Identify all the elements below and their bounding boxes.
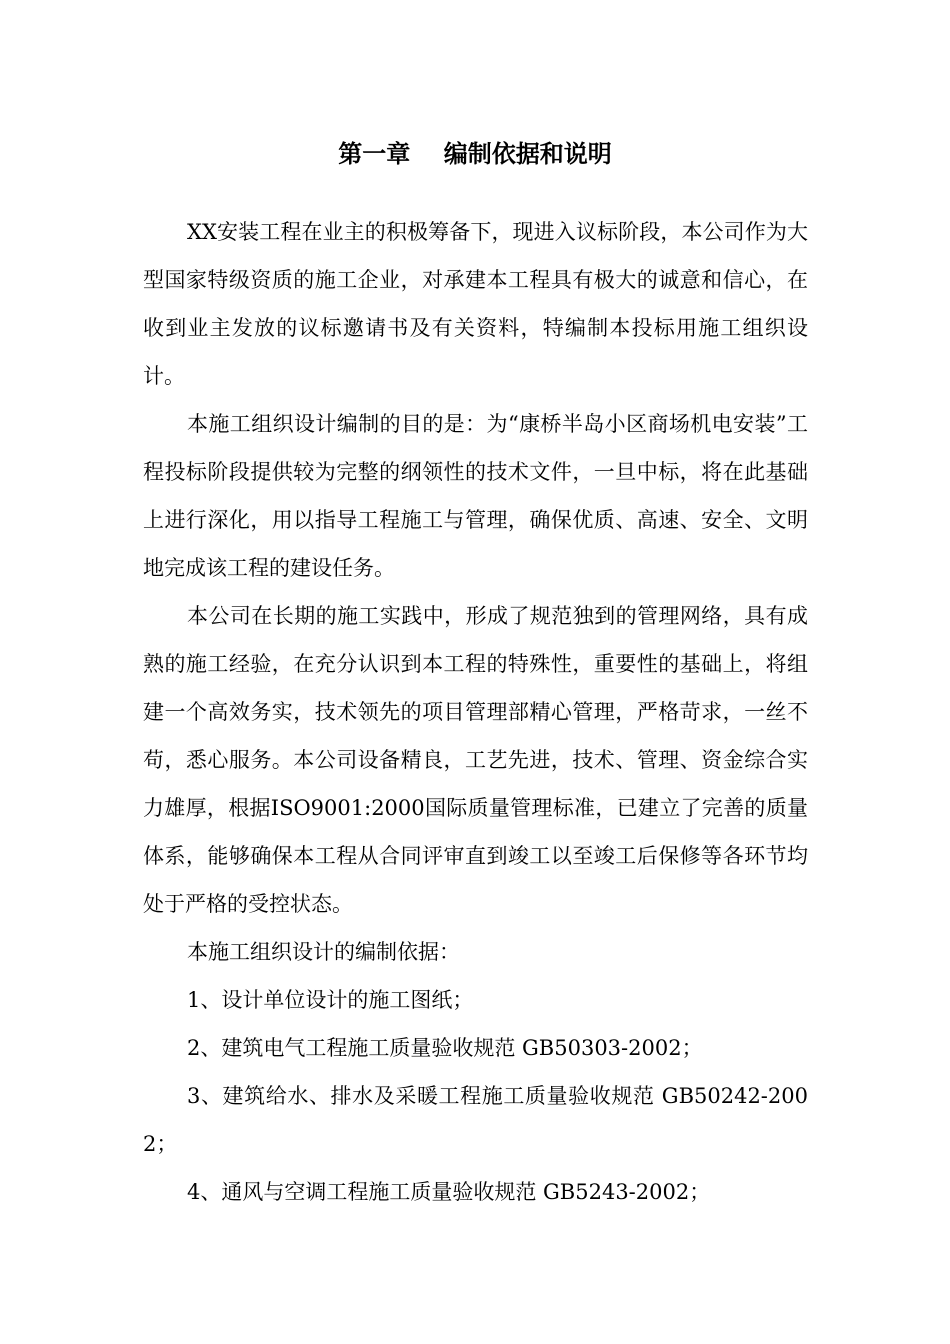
intro-paragraph: XX安装工程在业主的积极筹备下，现进入议标阶段，本公司作为大型国家特级资质的施工企业，对承建本工程具有极大的诚意和信心，在收到业主发放的议标邀请书及有关资料，特编制本投标用施工组织设计。 [143, 220, 808, 388]
basis-item-2: 2、建筑电气工程施工质量验收规范 GB50303-2002； [187, 1036, 703, 1060]
basis-item-4: 4、通风与空调工程施工质量验收规范 GB5243-2002； [187, 1180, 711, 1204]
chapter-title: 第一章 编制依据和说明 [338, 140, 612, 168]
company-paragraph: 本公司在长期的施工实践中，形成了规范独到的管理网络，具有成熟的施工经验，在充分认识到本工程的特殊性，重要性的基础上，将组建一个高效务实，技术领先的项目管理部精心管理，严格苛求，一丝不苟，悉心服务。本公司设备精良，工艺先进，技术、管理、资金综合实力雄厚，根据ISO9001:2000国际质量管理标准，已建立了完善的质量体系，能够确保本工程从合同评审直到竣工以至竣工后保修等各环节均处于严格的受控状态。 [143, 604, 808, 916]
basis-item-3: 3、建筑给水、排水及采暖工程施工质量验收规范 GB50242-2002； [143, 1084, 808, 1156]
basis-heading: 本施工组织设计的编制依据： [187, 940, 460, 964]
document-body [143, 208, 808, 1216]
purpose-paragraph: 本施工组织设计编制的目的是：为“康桥半岛小区商场机电安装”工程投标阶段提供较为完整的纲领性的技术文件，一旦中标，将在此基础上进行深化，用以指导工程施工与管理，确保优质、高速、安全、文明地完成该工程的建设任务。 [143, 412, 808, 580]
basis-item-1: 1、设计单位设计的施工图纸； [187, 988, 474, 1012]
